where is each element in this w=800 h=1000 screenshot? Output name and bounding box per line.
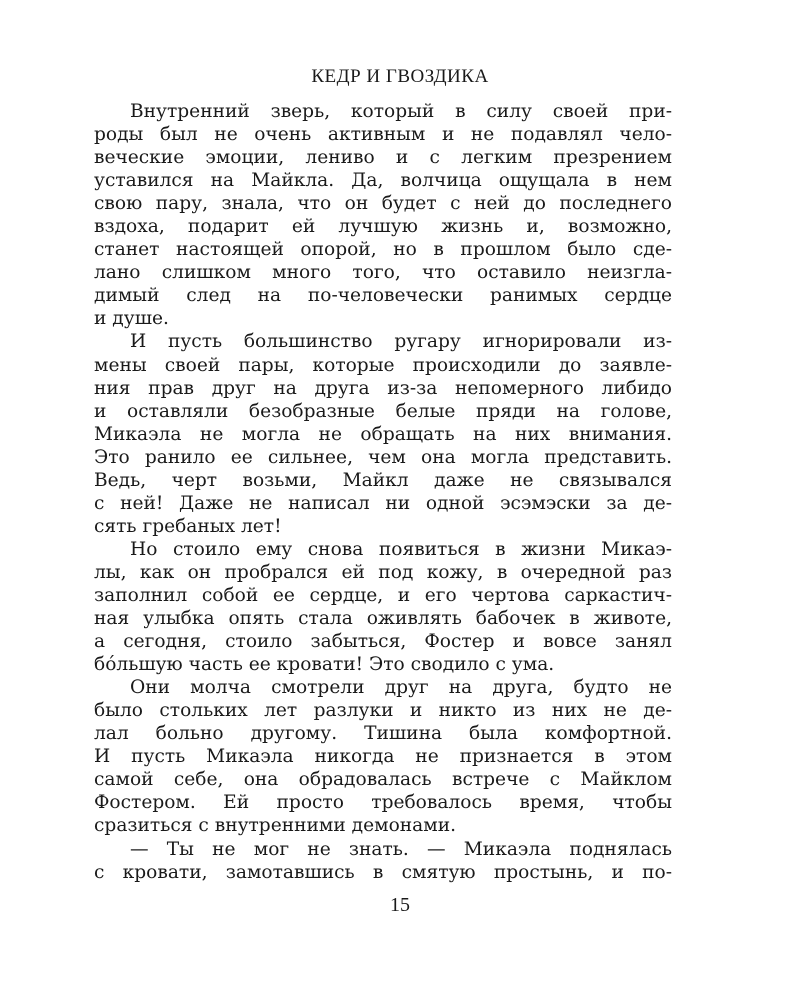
text-line: веческие эмоции, лениво и с легким презрением [94, 147, 672, 169]
text-line: Это ранило ее сильнее, чем она могла представить. [94, 446, 672, 468]
text-line: лал больно другому. Тишина была комфортной. [94, 723, 672, 745]
text-line: Внутренний зверь, который в силу своей при- [130, 101, 672, 122]
text-line: димый след на по-человечески ранимых сердце [94, 285, 672, 307]
text-line: сразиться с внутренними демонами. [94, 815, 457, 837]
text-line: Микаэла не могла не обращать на них внимания. [94, 423, 672, 445]
text-line: с ней! Даже не написал ни одной эсэмэски за де- [94, 492, 672, 514]
text-line: Ведь, черт возьми, Майкл даже не связывался [94, 469, 672, 491]
text-line: самой себе, она обрадовалась встрече с Майклом [94, 769, 672, 791]
text-line: И пусть большинство ругару игнорировали из- [130, 331, 672, 353]
text-line: И пусть Микаэла никогда не признается в этом [94, 746, 672, 768]
text-line: Фостером. Ей просто требовалось время, чтобы [94, 792, 672, 814]
text-line: Но стоило ему снова появиться в жизни Микаэ- [130, 538, 672, 560]
text-line: с кровати, замотавшись в смятую простынь, и по- [94, 861, 672, 883]
text-line: сять гребаных лет! [94, 515, 282, 537]
text-line: и оставляли безобразные белые пряди на голове, [94, 400, 672, 422]
text-line: уставился на Майкла. Да, волчица ощущала в нем [94, 170, 672, 192]
text-line: а сегодня, стоило забыться, Фостер и вовсе занял [94, 631, 672, 653]
text-line: — Ты не мог не знать. — Микаэла поднялась [130, 838, 672, 860]
text-line: ная улыбка опять стала оживлять бабочек в животе, [94, 608, 672, 630]
text-line: заполнил собой ее сердце, и его чертова саркастич- [94, 584, 672, 606]
text-line: было стольких лет разлуки и никто из них не де- [94, 700, 672, 722]
text-line: лы, как он пробрался ей под кожу, в очередной раз [94, 561, 672, 583]
text-line: бóльшую часть ее кровати! Это сводило с ума. [94, 654, 555, 676]
text-line: вздоха, подарит ей лучшую жизнь и, возможно, [94, 216, 672, 238]
text-line: ния прав друг на друга из-за непомерного либидо [94, 377, 672, 399]
text-line: станет настоящей опорой, но в прошлом было сде- [94, 239, 672, 261]
text-line: лано слишком много того, что оставило неизгла- [94, 262, 672, 284]
running-title: КЕДР И ГВОЗДИКА [311, 66, 489, 87]
text-line: Они молча смотрели друг на друга, будто не [130, 677, 672, 699]
text-line: свою пару, знала, что он будет с ней до последнего [94, 193, 672, 215]
text-line: мены своей пары, которые происходили до заявле- [94, 354, 672, 376]
body-text [94, 100, 672, 884]
text-line: и душе. [94, 308, 169, 330]
text-line: роды был не очень активным и не подавлял чело- [94, 124, 672, 146]
page-number: 15 [390, 894, 410, 916]
